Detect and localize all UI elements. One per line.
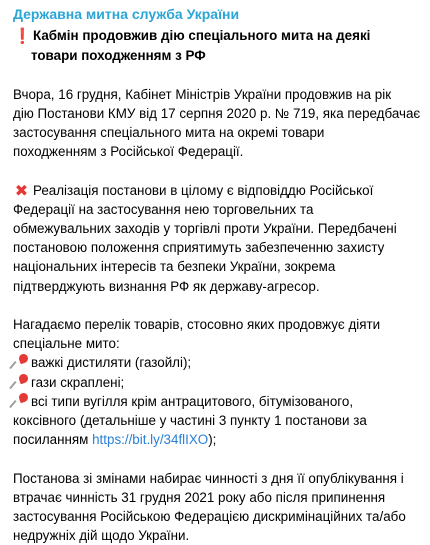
paragraph-2 <box>13 181 416 296</box>
paragraph-4-line: втрачає чинність 31 грудня 2021 року або після припинення <box>13 489 386 505</box>
message-text <box>13 26 421 545</box>
paragraph-2-line: підтверджують визнання РФ як державу-агресор. <box>13 278 320 294</box>
spacer <box>13 296 416 315</box>
headline-line-1: ❗Кабмін продовжив дію спеціального мита на деякі <box>13 27 371 45</box>
paragraph-2-line: Федерації на застосування нею торговельних та <box>13 201 314 217</box>
paragraph-3 <box>13 315 416 449</box>
cross-mark-icon: ✖ <box>14 180 29 200</box>
exclamation-icon: ❗ <box>13 27 32 45</box>
paragraph-4 <box>13 469 416 545</box>
spacer <box>13 161 416 180</box>
paragraph-4-line: недружніх дій щодо України. <box>13 528 190 544</box>
list-item: гази скраплені; <box>13 373 416 392</box>
list-item-continuation: коксівного (детальніше у частині 3 пункту 1 постанови за <box>13 413 367 429</box>
paragraph-4-line: Постанова зі змінами набирає чинності з дня її опублікування і <box>13 470 404 486</box>
paragraph-1 <box>13 85 421 162</box>
paragraph-2-line: ✖ Реалізація постанови в цілому є відповіддю Російської <box>14 180 374 200</box>
spacer <box>13 449 416 468</box>
paragraph-1-line: Вчора, 16 грудня, Кабінет Міністрів України продовжив на рік <box>13 86 392 102</box>
list-item-continuation: посиланням https://bit.ly/34flIXO); <box>13 432 217 448</box>
decree-link[interactable]: https://bit.ly/34flIXO <box>92 432 209 448</box>
headline <box>13 26 416 65</box>
paragraph-4-line: застосування Російською Федерацією дискримінаційних та/або <box>13 509 406 525</box>
headline-line-2: товари походженням з РФ <box>31 48 206 64</box>
paragraph-2-line: національних інтересів та безпеки України, зокрема <box>13 259 336 275</box>
paragraph-1-line: походженням з Російської Федерації. <box>13 144 244 160</box>
pushpin-icon <box>13 393 29 408</box>
pushpin-icon <box>13 374 29 389</box>
paragraph-2-line: обмежувальних заходів у торгівлі проти України. Передбачені <box>13 221 397 236</box>
paragraph-1-line: дію Постанови КМУ від 17 серпня 2020 р. № 719, яка передбачає <box>13 105 421 121</box>
paragraph-1-line: застосування спеціального мита на окремі товари <box>13 125 325 140</box>
paragraph-2-line: постановою положення сприятимуть забезпеченню захисту <box>13 240 385 256</box>
list-item: важкі дистиляти (газойлі); <box>13 353 416 372</box>
channel-name-link[interactable]: Державна митна служба України <box>13 6 240 22</box>
pushpin-icon <box>13 354 29 369</box>
spacer <box>13 65 416 84</box>
paragraph-3-line: спеціальне мито: <box>13 336 120 352</box>
paragraph-3-line: Нагадаємо перелік товарів, стосовно яких продовжує діяти <box>13 317 381 332</box>
list-item: всі типи вугілля крім антрацитового, бітумізованого, <box>13 392 416 411</box>
